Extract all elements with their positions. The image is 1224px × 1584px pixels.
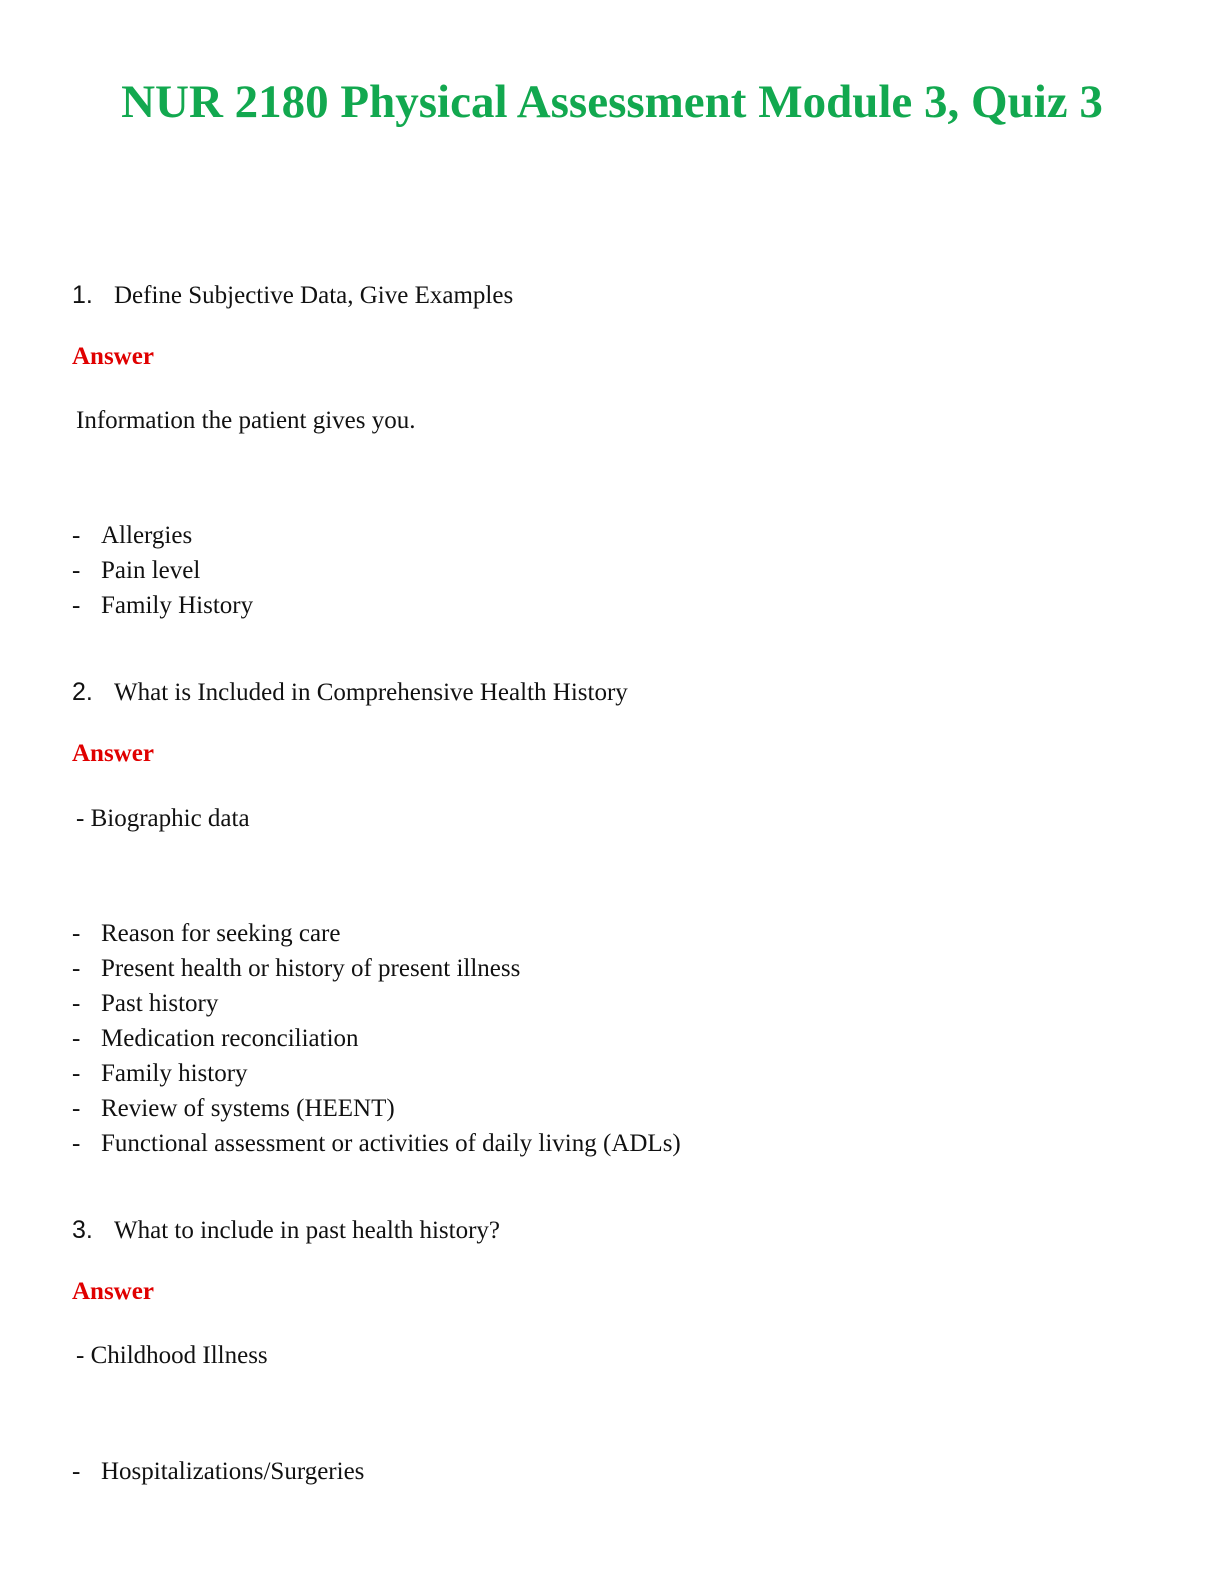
question-text: What is Included in Comprehensive Health History [114,679,628,706]
answer-list [72,1457,364,1492]
answer-list [72,521,253,626]
document-title: NUR 2180 Physical Assessment Module 3, Quiz 3 [121,76,1103,128]
question-1 [72,280,513,311]
list-item: - Allergies [72,522,193,549]
answer-intro: Information the patient gives you. [76,407,416,434]
question-text: What to include in past health history? [114,1217,501,1244]
answer-label: Answer [72,1278,154,1305]
question-text: Define Subjective Data, Give Examples [114,282,514,309]
list-item: - Functional assessment or activities of daily living (ADLs) [72,1130,681,1157]
question-number: 1. [72,281,93,309]
answer-label: Answer [72,740,154,767]
list-item: - Review of systems (HEENT) [72,1095,395,1122]
question-number: 2. [72,678,93,706]
answer-intro: - Childhood Illness [76,1342,268,1369]
answer-list [72,919,681,1164]
list-item: - Present health or history of present illness [72,955,521,982]
answer-label: Answer [72,343,154,370]
list-item: - Pain level [72,557,201,584]
list-item: - Hospitalizations/Surgeries [72,1458,365,1485]
list-item: - Medication reconciliation [72,1025,359,1052]
question-3 [72,1215,500,1246]
list-item: - Past history [72,990,219,1017]
answer-intro: - Biographic data [76,805,250,832]
list-item: - Reason for seeking care [72,920,341,947]
list-item: - Family history [72,1060,248,1087]
question-2 [72,677,628,708]
question-number: 3. [72,1216,93,1244]
list-item: - Family History [72,592,254,619]
